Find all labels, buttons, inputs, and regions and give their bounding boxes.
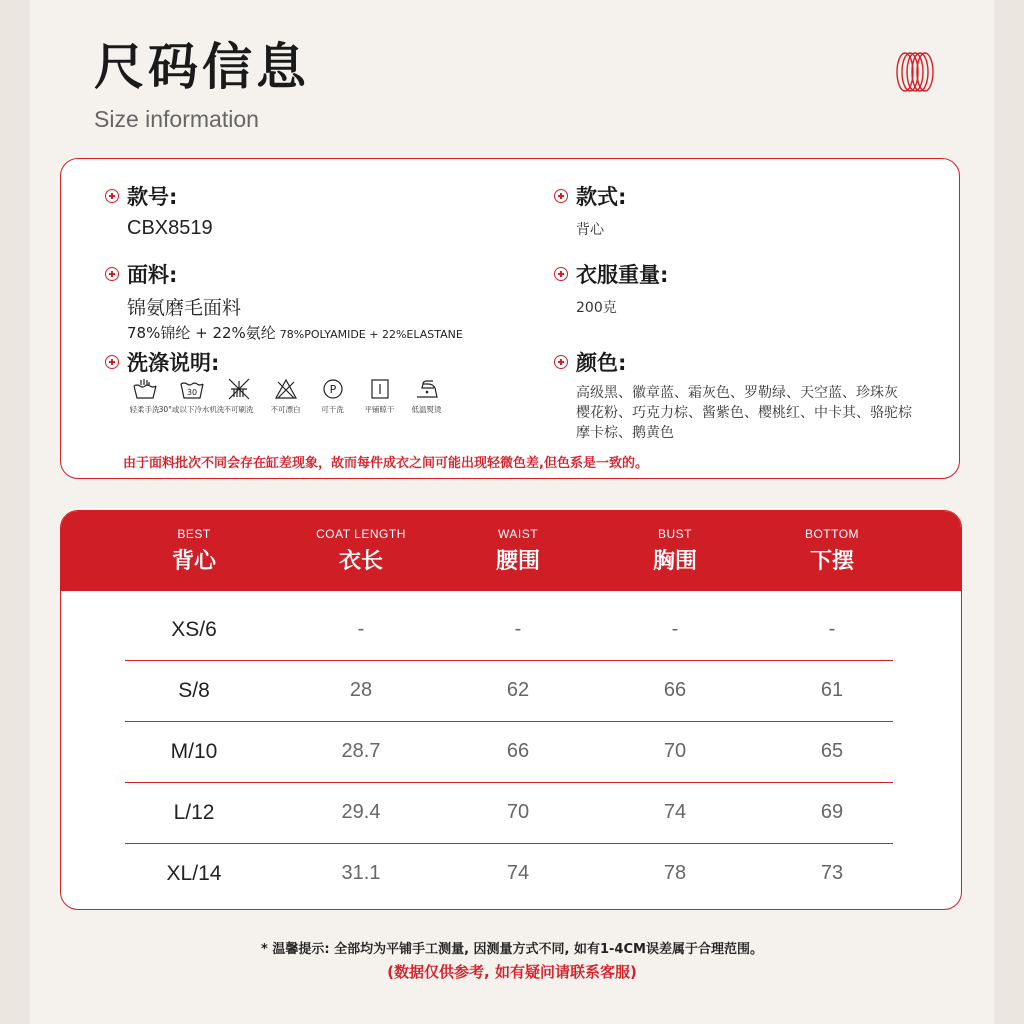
coat-length-cell: 28.7 — [341, 740, 381, 762]
fabric-name: 锦氨磨毛面料 — [127, 297, 242, 319]
care-symbols — [121, 377, 450, 415]
color-line: 高级黑、徽章蓝、霜灰色、罗勒绿、天空蓝、珍珠灰 — [576, 385, 898, 401]
column-header-en: BUST — [657, 527, 692, 541]
column-header — [438, 527, 598, 575]
fabric-composition-cn: 78%锦纶 + 22%氨纶 — [127, 324, 276, 342]
color-line: 樱花粉、巧克力棕、酱紫色、樱桃红、中卡其、骆驼棕 — [576, 405, 912, 421]
garment-weight — [554, 259, 668, 317]
table-header — [61, 511, 961, 591]
plus-circle-icon — [554, 189, 568, 203]
bust-cell: 78 — [663, 862, 687, 884]
size-table — [60, 510, 962, 910]
wash-instructions — [105, 347, 219, 377]
column-header-cn: 胸围 — [652, 549, 697, 574]
machine-wash-30-icon — [179, 377, 205, 401]
product-code-label: 款号: — [127, 185, 178, 209]
column-header-cn: 腰围 — [495, 549, 540, 574]
weight-value: 200克 — [576, 300, 617, 316]
column-header-en: BEST — [177, 527, 211, 541]
fabric-composition-en: 78%POLYAMIDE + 22%ELASTANE — [279, 328, 463, 341]
color-label: 颜色: — [576, 351, 627, 375]
column-header-en: COAT LENGTH — [316, 527, 406, 541]
no-bleach-icon — [273, 377, 299, 401]
bust-cell: 66 — [663, 679, 687, 701]
care-label: 平铺晾干 — [364, 405, 395, 414]
plus-circle-icon — [554, 355, 568, 369]
fabric-label: 面料: — [127, 263, 178, 287]
column-header-cn: 衣长 — [338, 549, 383, 574]
no-brush-icon — [226, 377, 252, 401]
care-flat-dry — [356, 377, 403, 415]
coat-length-cell: 28 — [349, 679, 373, 701]
bottom-cell: 73 — [820, 862, 844, 884]
care-no-brush — [215, 377, 262, 415]
care-label: 可干洗 — [321, 405, 344, 414]
waist-cell: 66 — [506, 740, 530, 762]
care-low-iron — [403, 377, 450, 415]
size-cell: XS/6 — [171, 618, 217, 641]
waist-cell: - — [514, 618, 522, 640]
colors — [554, 347, 946, 443]
size-cell: M/10 — [170, 740, 218, 763]
care-label: 不可刷洗 — [223, 405, 254, 414]
column-header-cn: 下摆 — [809, 549, 854, 574]
page-title: 尺码信息 — [94, 38, 310, 96]
color-list — [576, 383, 946, 443]
size-cell: XL/14 — [166, 862, 222, 885]
reference-note: (数据仅供参考, 如有疑问请联系客服) — [387, 963, 637, 981]
plus-circle-icon — [105, 189, 119, 203]
wash-label: 洗涤说明: — [127, 351, 220, 375]
table-row — [125, 843, 893, 904]
bottom-cell: 61 — [820, 679, 844, 701]
coat-length-cell: - — [357, 618, 365, 640]
plus-circle-icon — [105, 267, 119, 281]
size-cell: S/8 — [178, 679, 210, 702]
column-header — [752, 527, 912, 575]
dry-clean-letter: P — [329, 383, 336, 396]
fabric-composition — [127, 322, 463, 343]
table-row — [125, 782, 893, 844]
plus-circle-icon — [105, 355, 119, 369]
table-row — [125, 721, 893, 783]
right-border — [994, 0, 1024, 1024]
column-header-en: BOTTOM — [804, 527, 860, 541]
column-header-en: WAIST — [497, 527, 539, 541]
hand-wash-icon — [132, 377, 158, 401]
product-code — [105, 181, 213, 240]
table-row — [125, 599, 893, 661]
waist-cell: 74 — [506, 862, 530, 884]
coat-length-cell: 29.4 — [341, 801, 381, 823]
bottom-cell: - — [828, 618, 836, 640]
flat-dry-icon — [367, 377, 393, 401]
care-machine-wash — [158, 377, 225, 415]
bust-cell: - — [671, 618, 679, 640]
plus-circle-icon — [554, 267, 568, 281]
size-cell: L/12 — [173, 801, 215, 824]
care-no-bleach — [262, 377, 309, 415]
product-style-value: 背心 — [576, 222, 604, 238]
care-label: 30°或以下冷水机洗 — [158, 405, 225, 414]
table-row — [125, 660, 893, 722]
product-info-card — [60, 158, 960, 479]
care-dry-clean — [309, 377, 356, 415]
fabric — [105, 259, 463, 343]
column-header-cn: 背心 — [171, 549, 216, 574]
bust-cell: 70 — [663, 740, 687, 762]
dry-clean-p-icon — [320, 377, 346, 401]
column-header — [114, 527, 274, 575]
color-line: 摩卡棕、鹅黄色 — [576, 425, 674, 441]
column-header — [595, 527, 755, 575]
waist-cell: 62 — [506, 679, 530, 701]
care-label: 不可漂白 — [270, 405, 301, 414]
product-style-label: 款式: — [576, 185, 627, 209]
care-label: 轻柔手洗 — [129, 405, 160, 414]
column-header — [281, 527, 441, 575]
left-border — [0, 0, 30, 1024]
coat-length-cell: 31.1 — [341, 862, 381, 884]
color-difference-notice: 由于面料批次不同会存在缸差现象，故而每件成衣之间可能出现轻微色差,但色系是一致的。 — [123, 456, 648, 471]
rings-logo-icon — [893, 50, 937, 94]
waist-cell: 70 — [506, 801, 530, 823]
bust-cell: 74 — [663, 801, 687, 823]
measurement-tip: * 温馨提示: 全部均为平铺手工测量, 因测量方式不同, 如有1-4CM误差属于合理范围。 — [261, 942, 763, 957]
product-code-value: CBX8519 — [127, 217, 213, 239]
bottom-cell: 69 — [820, 801, 844, 823]
weight-label: 衣服重量: — [576, 263, 669, 287]
low-iron-icon — [414, 377, 440, 401]
page-subtitle: Size information — [94, 106, 259, 132]
care-label: 低温熨烫 — [411, 405, 442, 414]
product-style — [554, 181, 626, 239]
bottom-cell: 65 — [820, 740, 844, 762]
wash-temp-text: 30 — [186, 388, 197, 397]
